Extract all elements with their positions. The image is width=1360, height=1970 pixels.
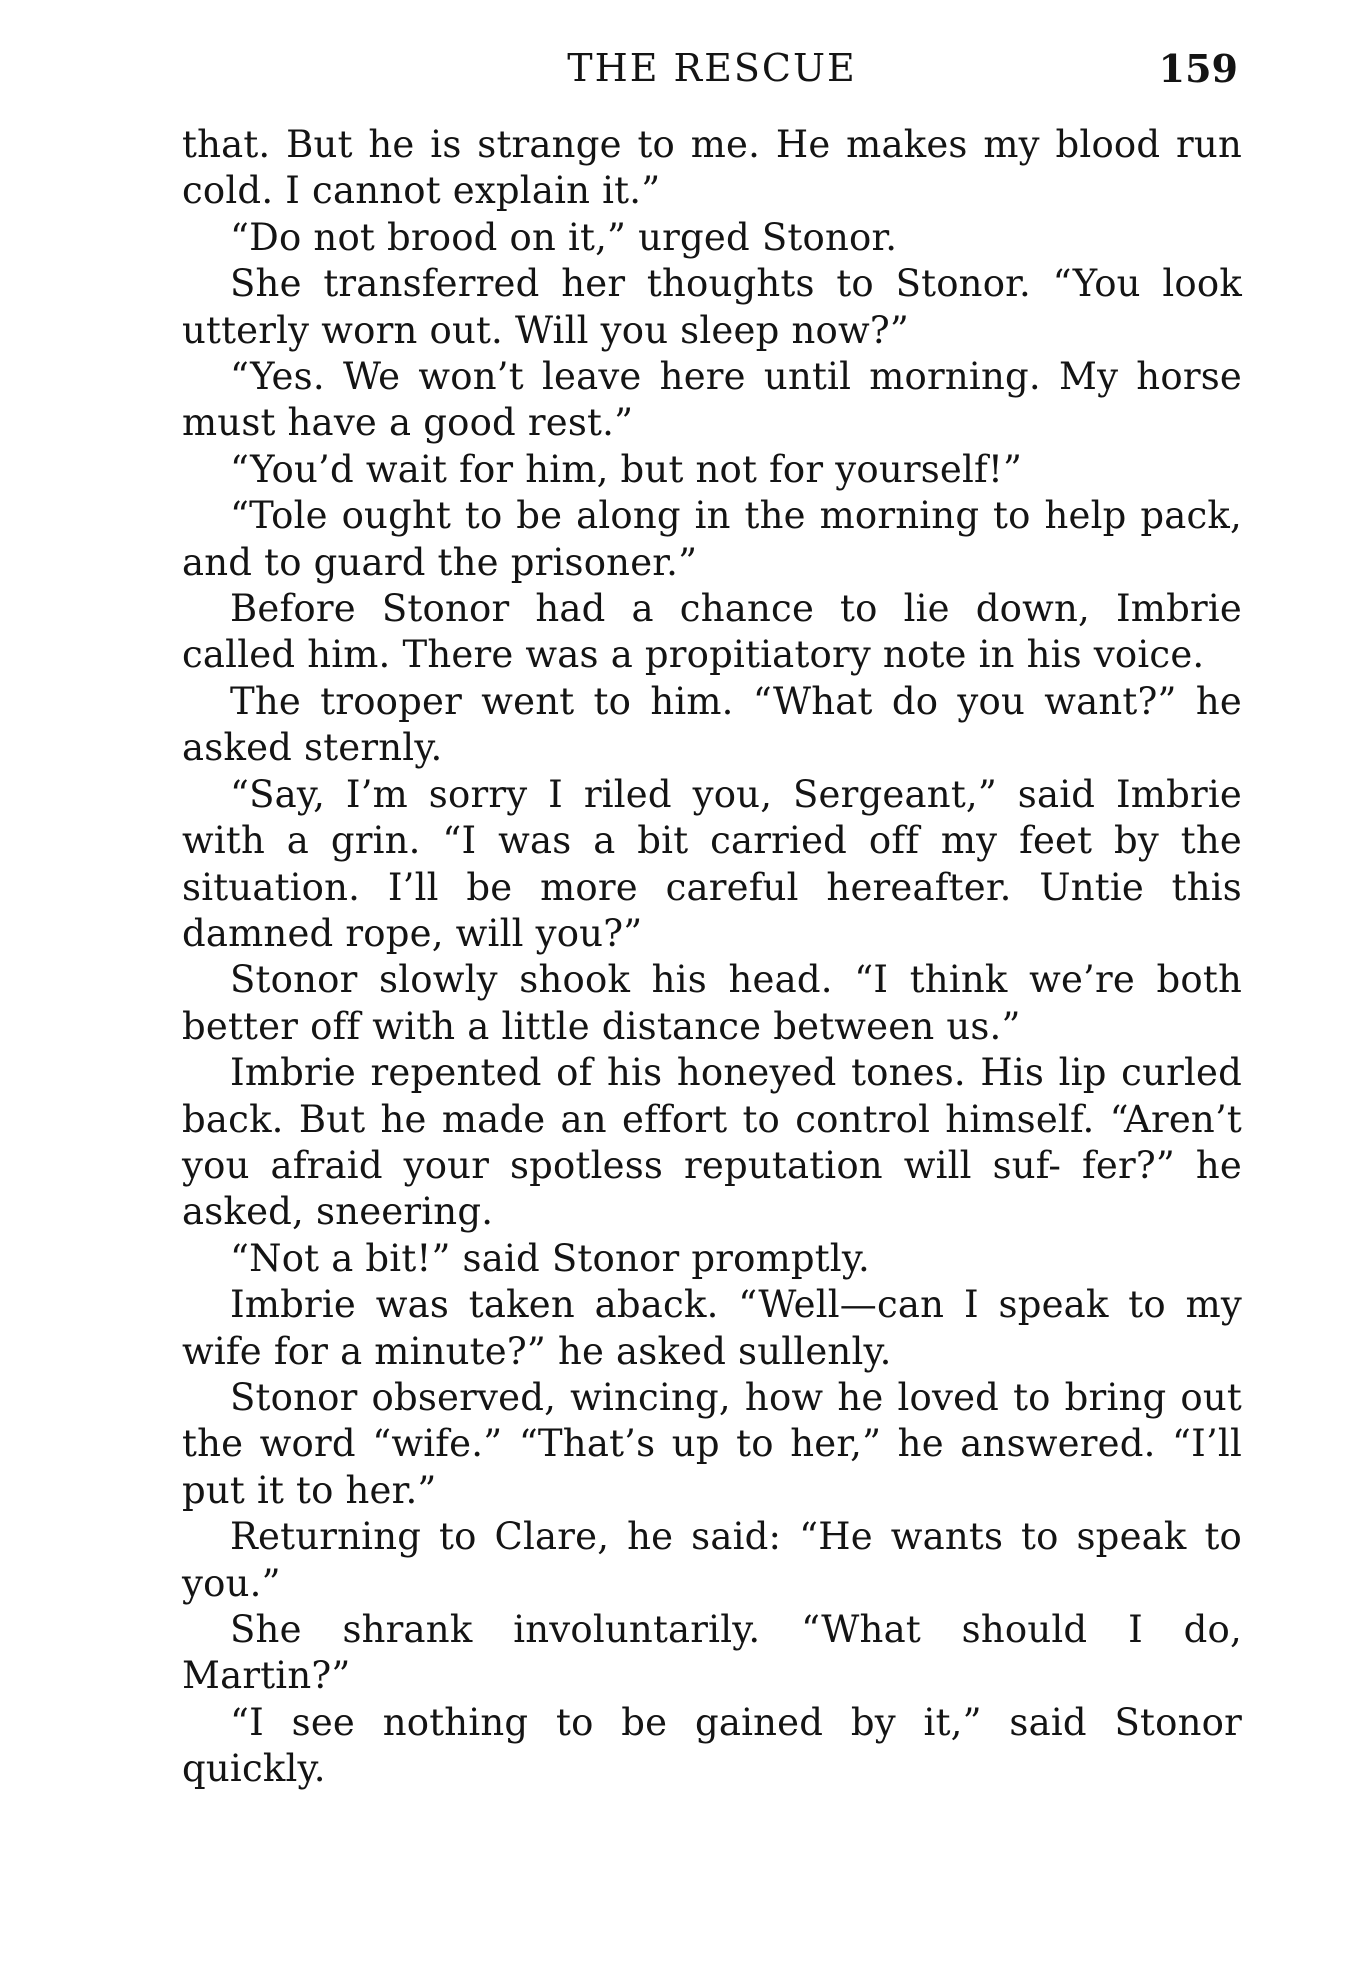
paragraph-6: “Tole ought to be along in the morning to help pack, and to guard the prisoner.” <box>182 494 1242 584</box>
paragraph-10: Stonor slowly shook his head. “I think we’re both better off with a little distance between us.” <box>182 958 1242 1048</box>
paragraph-5: “You’d wait for him, but not for yourself!” <box>230 447 1023 491</box>
paragraph-4: “Yes. We won’t leave here until morning. My horse must have a good rest.” <box>182 355 1242 445</box>
body-text <box>182 122 1242 1793</box>
paragraph-1: that. But he is strange to me. He makes my blood run cold. I cannot explain it.” <box>182 123 1242 213</box>
paragraph-3: She transferred her thoughts to Stonor. “You look utterly worn out. Will you sleep now?” <box>182 262 1242 352</box>
book-page <box>182 40 1242 1793</box>
paragraph-7: Before Stonor had a chance to lie down, Imbrie called him. There was a propitiatory note in his voice. <box>182 587 1242 677</box>
paragraph-12: “Not a bit!” said Stonor promptly. <box>230 1236 870 1280</box>
paragraph-15: Returning to Clare, he said: “He wants to speak to you.” <box>182 1515 1242 1605</box>
paragraph-11: Imbrie repented of his honeyed tones. His lip curled back. But he made an effort to control himself. “Aren’t you afraid your spotless reputation will suf- fer?” he asked, sneering. <box>182 1051 1242 1234</box>
page-number: 159 <box>1158 46 1238 91</box>
paragraph-8: The trooper went to him. “What do you want?” he asked sternly. <box>182 679 1242 770</box>
paragraph-2: “Do not brood on it,” urged Stonor. <box>230 215 898 259</box>
paragraph-9: “Say, I’m sorry I riled you, Sergeant,” said Imbrie with a grin. “I was a bit carried off my feet by the situation. I’ll be more careful hereafter. Untie this damned rope, will you?” <box>182 772 1242 955</box>
paragraph-13: Imbrie was taken aback. “Well—can I speak to my wife for a minute?” he asked sullenly. <box>182 1283 1242 1373</box>
paragraph-16: She shrank involuntarily. “What should I do, Martin?” <box>182 1608 1242 1698</box>
running-head: THE RESCUE <box>567 46 857 90</box>
paragraph-17: “I see nothing to be gained by it,” said Stonor quickly. <box>182 1700 1242 1791</box>
page-header <box>182 40 1242 102</box>
paragraph-14: Stonor observed, wincing, how he loved to bring out the word “wife.” “That’s up to her,” he answered. “I’ll put it to her.” <box>182 1375 1242 1512</box>
